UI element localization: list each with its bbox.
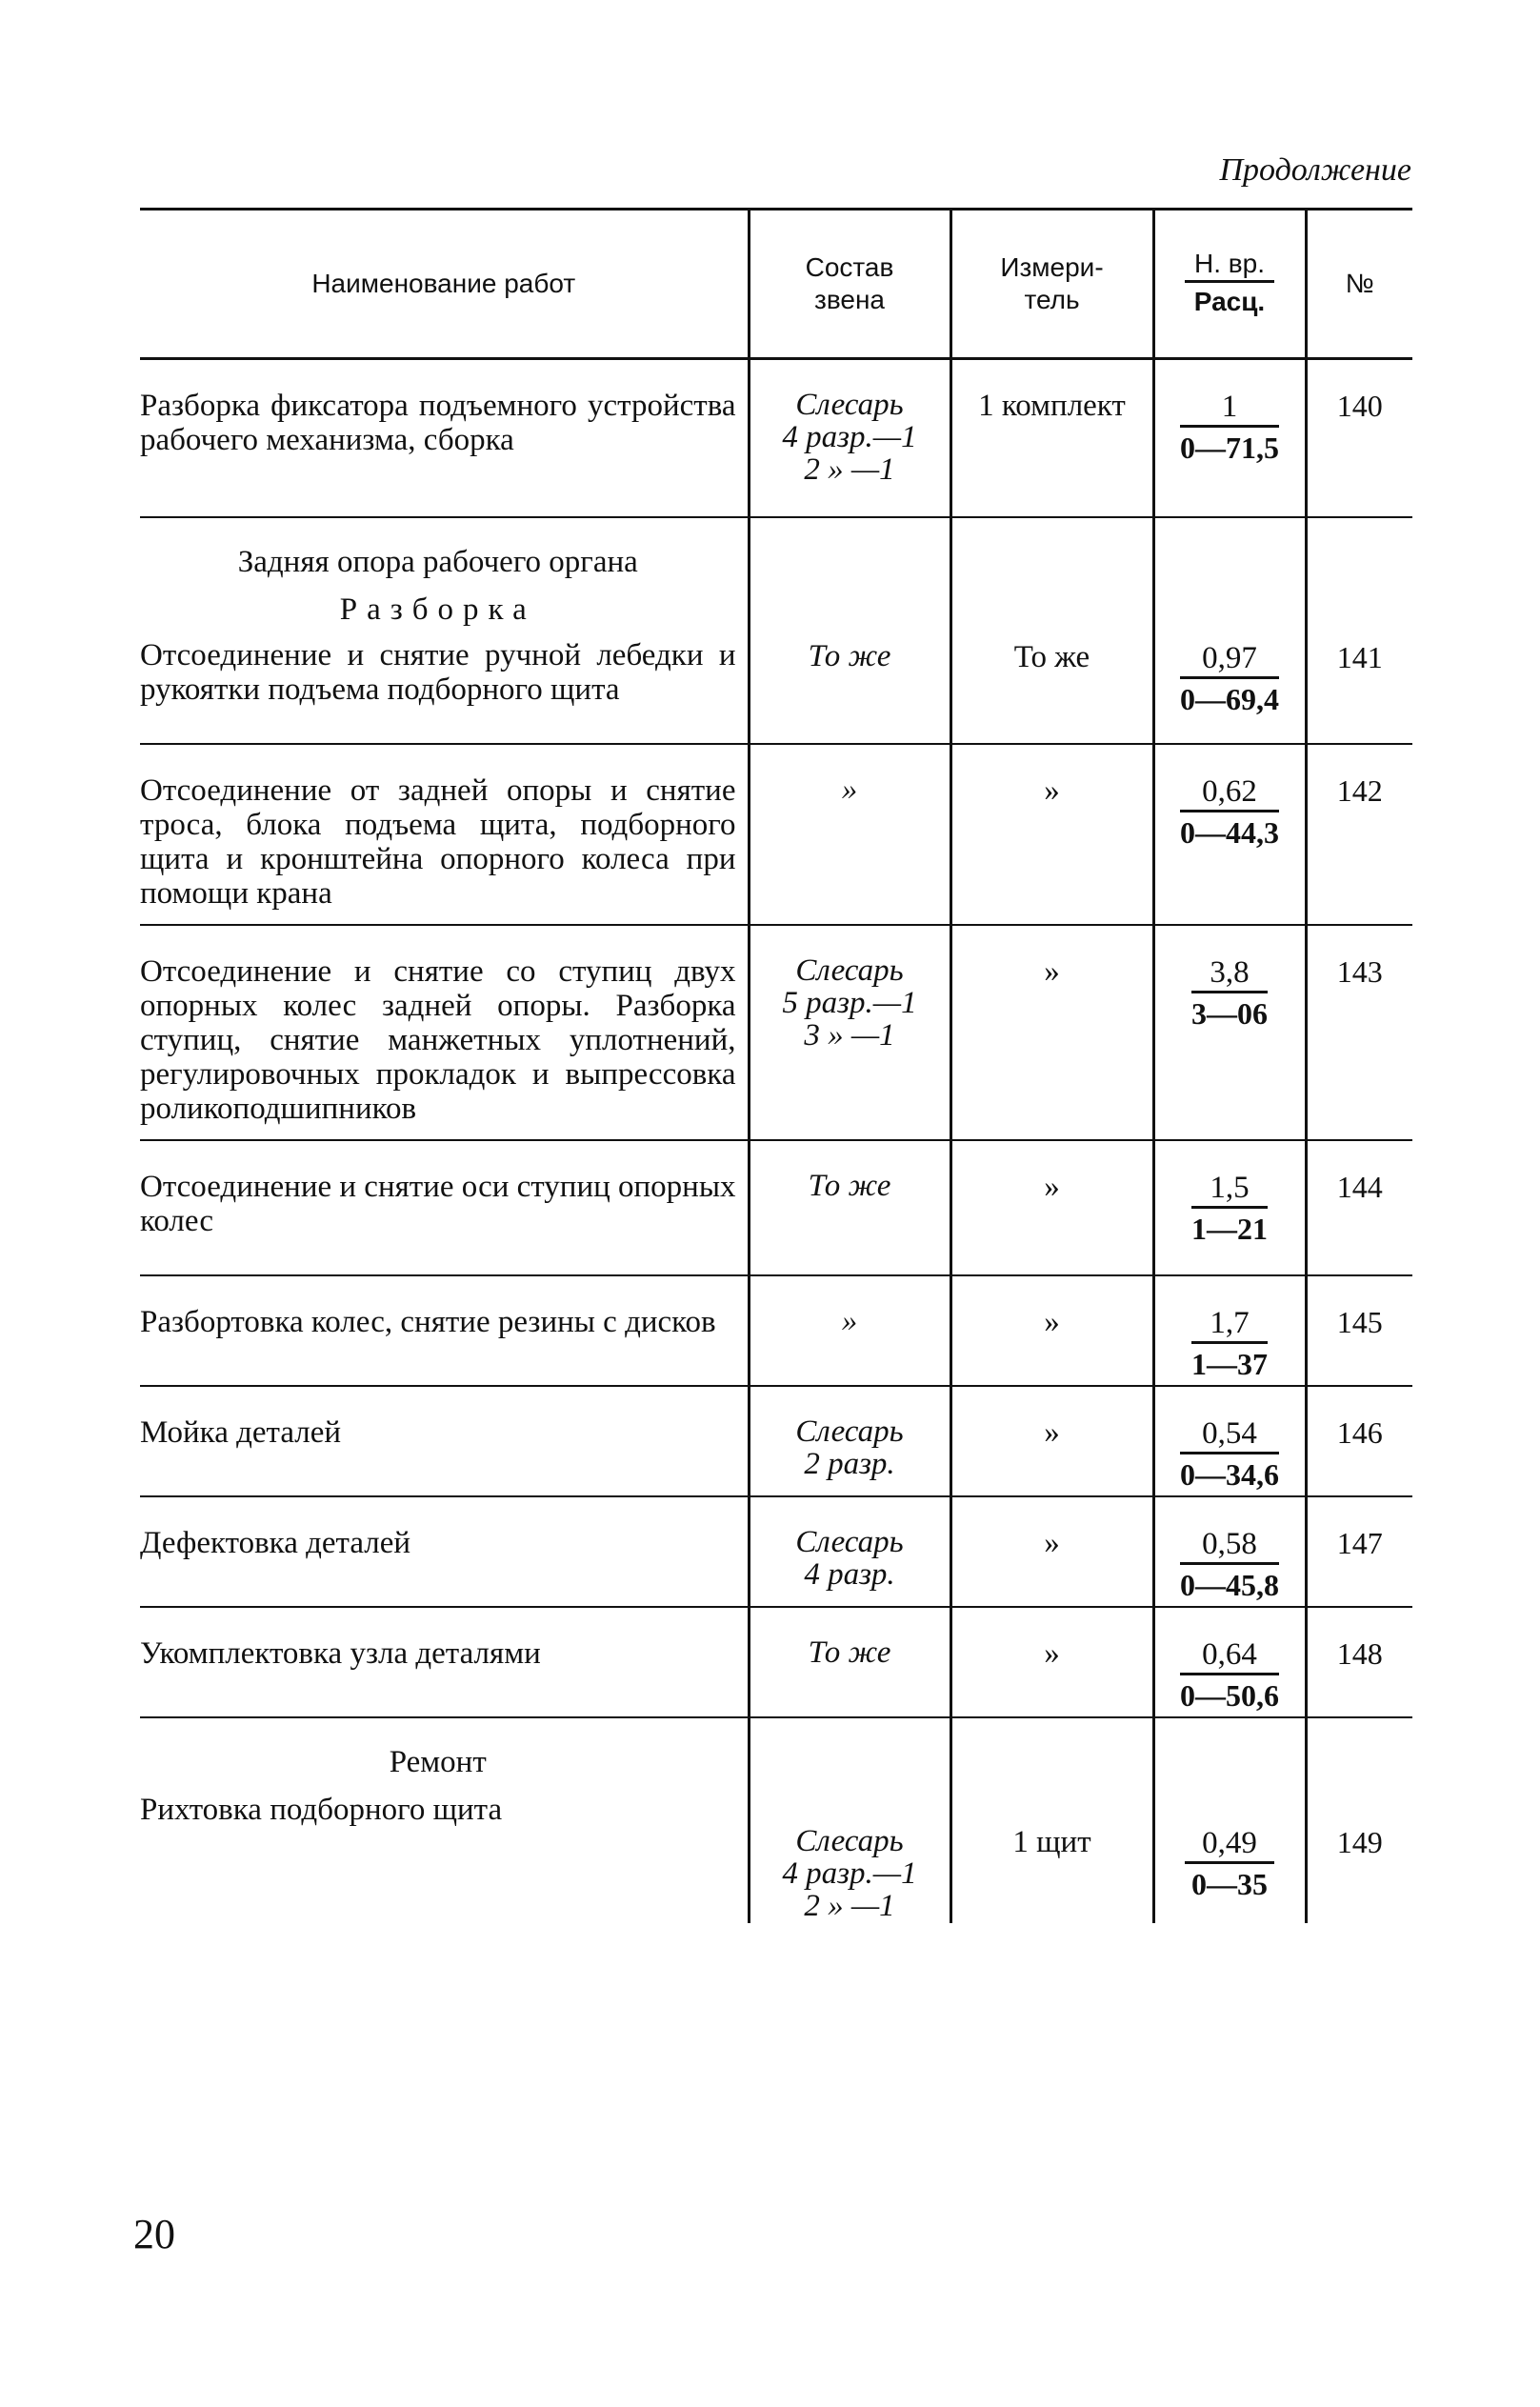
norm-cell — [1153, 744, 1306, 925]
row-number: 146 — [1306, 1386, 1412, 1496]
header-norm — [1153, 210, 1306, 359]
rate-value: 0—69,4 — [1180, 681, 1279, 716]
rate-value: 1—21 — [1191, 1211, 1268, 1246]
norms-table — [140, 208, 1412, 1923]
work-name: Отсоединение и снятие со ступиц двух опорных колес задней опоры. Разборка ступиц, снятие манжетных уплотнений, регулировочных прокладок и выпрессовка роликоподшипников — [140, 953, 736, 1126]
section-subtitle: Разборка — [339, 592, 536, 627]
norm-cell — [1153, 1717, 1306, 1923]
crew-cell — [749, 1496, 950, 1607]
row-number: 141 — [1306, 517, 1412, 744]
rate-value: 0—50,6 — [1180, 1677, 1279, 1713]
work-name-cell — [140, 1717, 749, 1923]
section-title: Задняя опора рабочего органа — [237, 544, 638, 579]
crew-line: 3 » —1 — [804, 1017, 895, 1053]
row-number: 144 — [1306, 1140, 1412, 1275]
norm-time: 1 — [1180, 389, 1279, 428]
crew-line: » — [841, 772, 858, 807]
header-name: Наименование работ — [140, 210, 749, 359]
continuation-label: Продолжение — [1219, 152, 1411, 188]
crew-cell — [749, 1717, 950, 1923]
measure-cell: » — [950, 1275, 1153, 1386]
work-name-cell — [140, 359, 749, 517]
row-number: 145 — [1306, 1275, 1412, 1386]
crew-cell — [749, 1386, 950, 1496]
rate-value: 0—71,5 — [1180, 431, 1279, 465]
header-norm-time: Н. вр. — [1185, 248, 1274, 283]
crew-cell — [749, 925, 950, 1140]
measure-cell: 1 комплект — [950, 359, 1153, 517]
rate-value: 3—06 — [1191, 995, 1268, 1031]
norm-time: 0,62 — [1180, 773, 1279, 812]
header-measure: Измери-тель — [950, 210, 1153, 359]
crew-line: 2 разр. — [804, 1446, 895, 1481]
crew-line: Слесарь — [795, 1414, 904, 1449]
measure-cell: » — [950, 744, 1153, 925]
row-number: 143 — [1306, 925, 1412, 1140]
norm-time: 0,54 — [1180, 1415, 1279, 1454]
crew-line: 2 » —1 — [804, 452, 895, 487]
crew-line: 2 » —1 — [804, 1888, 895, 1923]
norm-cell — [1153, 517, 1306, 744]
crew-line: 4 разр.—1 — [782, 1855, 917, 1891]
table-row — [140, 744, 1412, 925]
table-row — [140, 925, 1412, 1140]
measure-cell: » — [950, 925, 1153, 1140]
row-number: 149 — [1306, 1717, 1412, 1923]
measure-cell: » — [950, 1386, 1153, 1496]
crew-line: Слесарь — [795, 1524, 904, 1559]
work-name: Отсоединение от задней опоры и снятие троса, блока подъема щита, подборного щита и кронштейна опорного колеса при помощи крана — [140, 772, 736, 911]
work-name: Мойка деталей — [140, 1414, 342, 1450]
rate-value: 0—34,6 — [1180, 1456, 1279, 1492]
crew-line: Слесарь — [795, 388, 904, 422]
crew-line: То же — [808, 638, 891, 673]
norm-time: 0,58 — [1180, 1526, 1279, 1565]
table-row — [140, 359, 1412, 517]
norm-time: 3,8 — [1191, 954, 1268, 993]
norm-cell — [1153, 925, 1306, 1140]
crew-line: То же — [808, 1168, 891, 1203]
work-name-cell — [140, 1386, 749, 1496]
rate-value: 0—45,8 — [1180, 1567, 1279, 1602]
table-row — [140, 1275, 1412, 1386]
crew-line: Слесарь — [795, 1823, 904, 1858]
measure-cell: 1 щит — [950, 1717, 1153, 1923]
rate-value: 0—44,3 — [1180, 814, 1279, 850]
norm-time: 1,5 — [1191, 1170, 1268, 1209]
norm-time: 1,7 — [1191, 1305, 1268, 1344]
work-name-cell — [140, 1496, 749, 1607]
work-name-cell — [140, 517, 749, 744]
crew-line: » — [841, 1303, 858, 1338]
crew-cell — [749, 359, 950, 517]
header-rate: Расц. — [1193, 286, 1266, 316]
work-name: Укомплектовка узла деталями — [140, 1635, 541, 1671]
crew-cell — [749, 1275, 950, 1386]
table-row — [140, 517, 1412, 744]
measure-cell: » — [950, 1140, 1153, 1275]
crew-line: То же — [808, 1635, 891, 1670]
header-crew: Состав звена — [749, 210, 950, 359]
norm-cell — [1153, 1607, 1306, 1717]
crew-cell — [749, 1140, 950, 1275]
row-number: 148 — [1306, 1607, 1412, 1717]
work-name-cell — [140, 1140, 749, 1275]
work-name-cell — [140, 925, 749, 1140]
crew-cell — [749, 517, 950, 744]
table-row — [140, 1717, 1412, 1923]
work-name: Отсоединение и снятие ручной лебедки и рукоятки подъема подборного щита — [140, 637, 736, 707]
measure-cell: » — [950, 1496, 1153, 1607]
norm-cell — [1153, 1140, 1306, 1275]
norm-time: 0,64 — [1180, 1636, 1279, 1675]
work-name: Дефектовка деталей — [140, 1525, 411, 1560]
work-name: Отсоединение и снятие оси ступиц опорных колес — [140, 1169, 736, 1238]
page-number: 20 — [133, 2211, 175, 2257]
table-header-row — [140, 210, 1412, 359]
work-name: Разбортовка колес, снятие резины с дисков — [140, 1304, 716, 1339]
measure-cell: То же — [950, 517, 1153, 744]
rate-value: 0—35 — [1191, 1866, 1268, 1901]
norm-cell — [1153, 1386, 1306, 1496]
crew-cell — [749, 744, 950, 925]
norm-cell — [1153, 1275, 1306, 1386]
section-title: Ремонт — [389, 1744, 487, 1779]
row-number: 142 — [1306, 744, 1412, 925]
crew-line: Слесарь — [795, 953, 904, 988]
table-row — [140, 1607, 1412, 1717]
work-name: Рихтовка подборного щита — [140, 1792, 503, 1827]
rate-value: 1—37 — [1191, 1346, 1268, 1381]
row-number: 147 — [1306, 1496, 1412, 1607]
norm-cell — [1153, 359, 1306, 517]
row-number: 140 — [1306, 359, 1412, 517]
norm-time: 0,97 — [1180, 640, 1279, 679]
work-name: Разборка фиксатора подъемного устройства рабочего механизма, сборка — [140, 389, 736, 457]
header-number: № — [1306, 210, 1412, 359]
work-name-cell — [140, 744, 749, 925]
crew-line: 4 разр.—1 — [782, 420, 917, 454]
crew-line: 4 разр. — [804, 1556, 895, 1592]
crew-cell — [749, 1607, 950, 1717]
norm-time: 0,49 — [1185, 1825, 1274, 1864]
work-name-cell — [140, 1607, 749, 1717]
measure-cell: » — [950, 1607, 1153, 1717]
crew-line: 5 разр.—1 — [782, 985, 917, 1020]
norm-cell — [1153, 1496, 1306, 1607]
work-name-cell — [140, 1275, 749, 1386]
table-row — [140, 1386, 1412, 1496]
table-row — [140, 1496, 1412, 1607]
table-row — [140, 1140, 1412, 1275]
